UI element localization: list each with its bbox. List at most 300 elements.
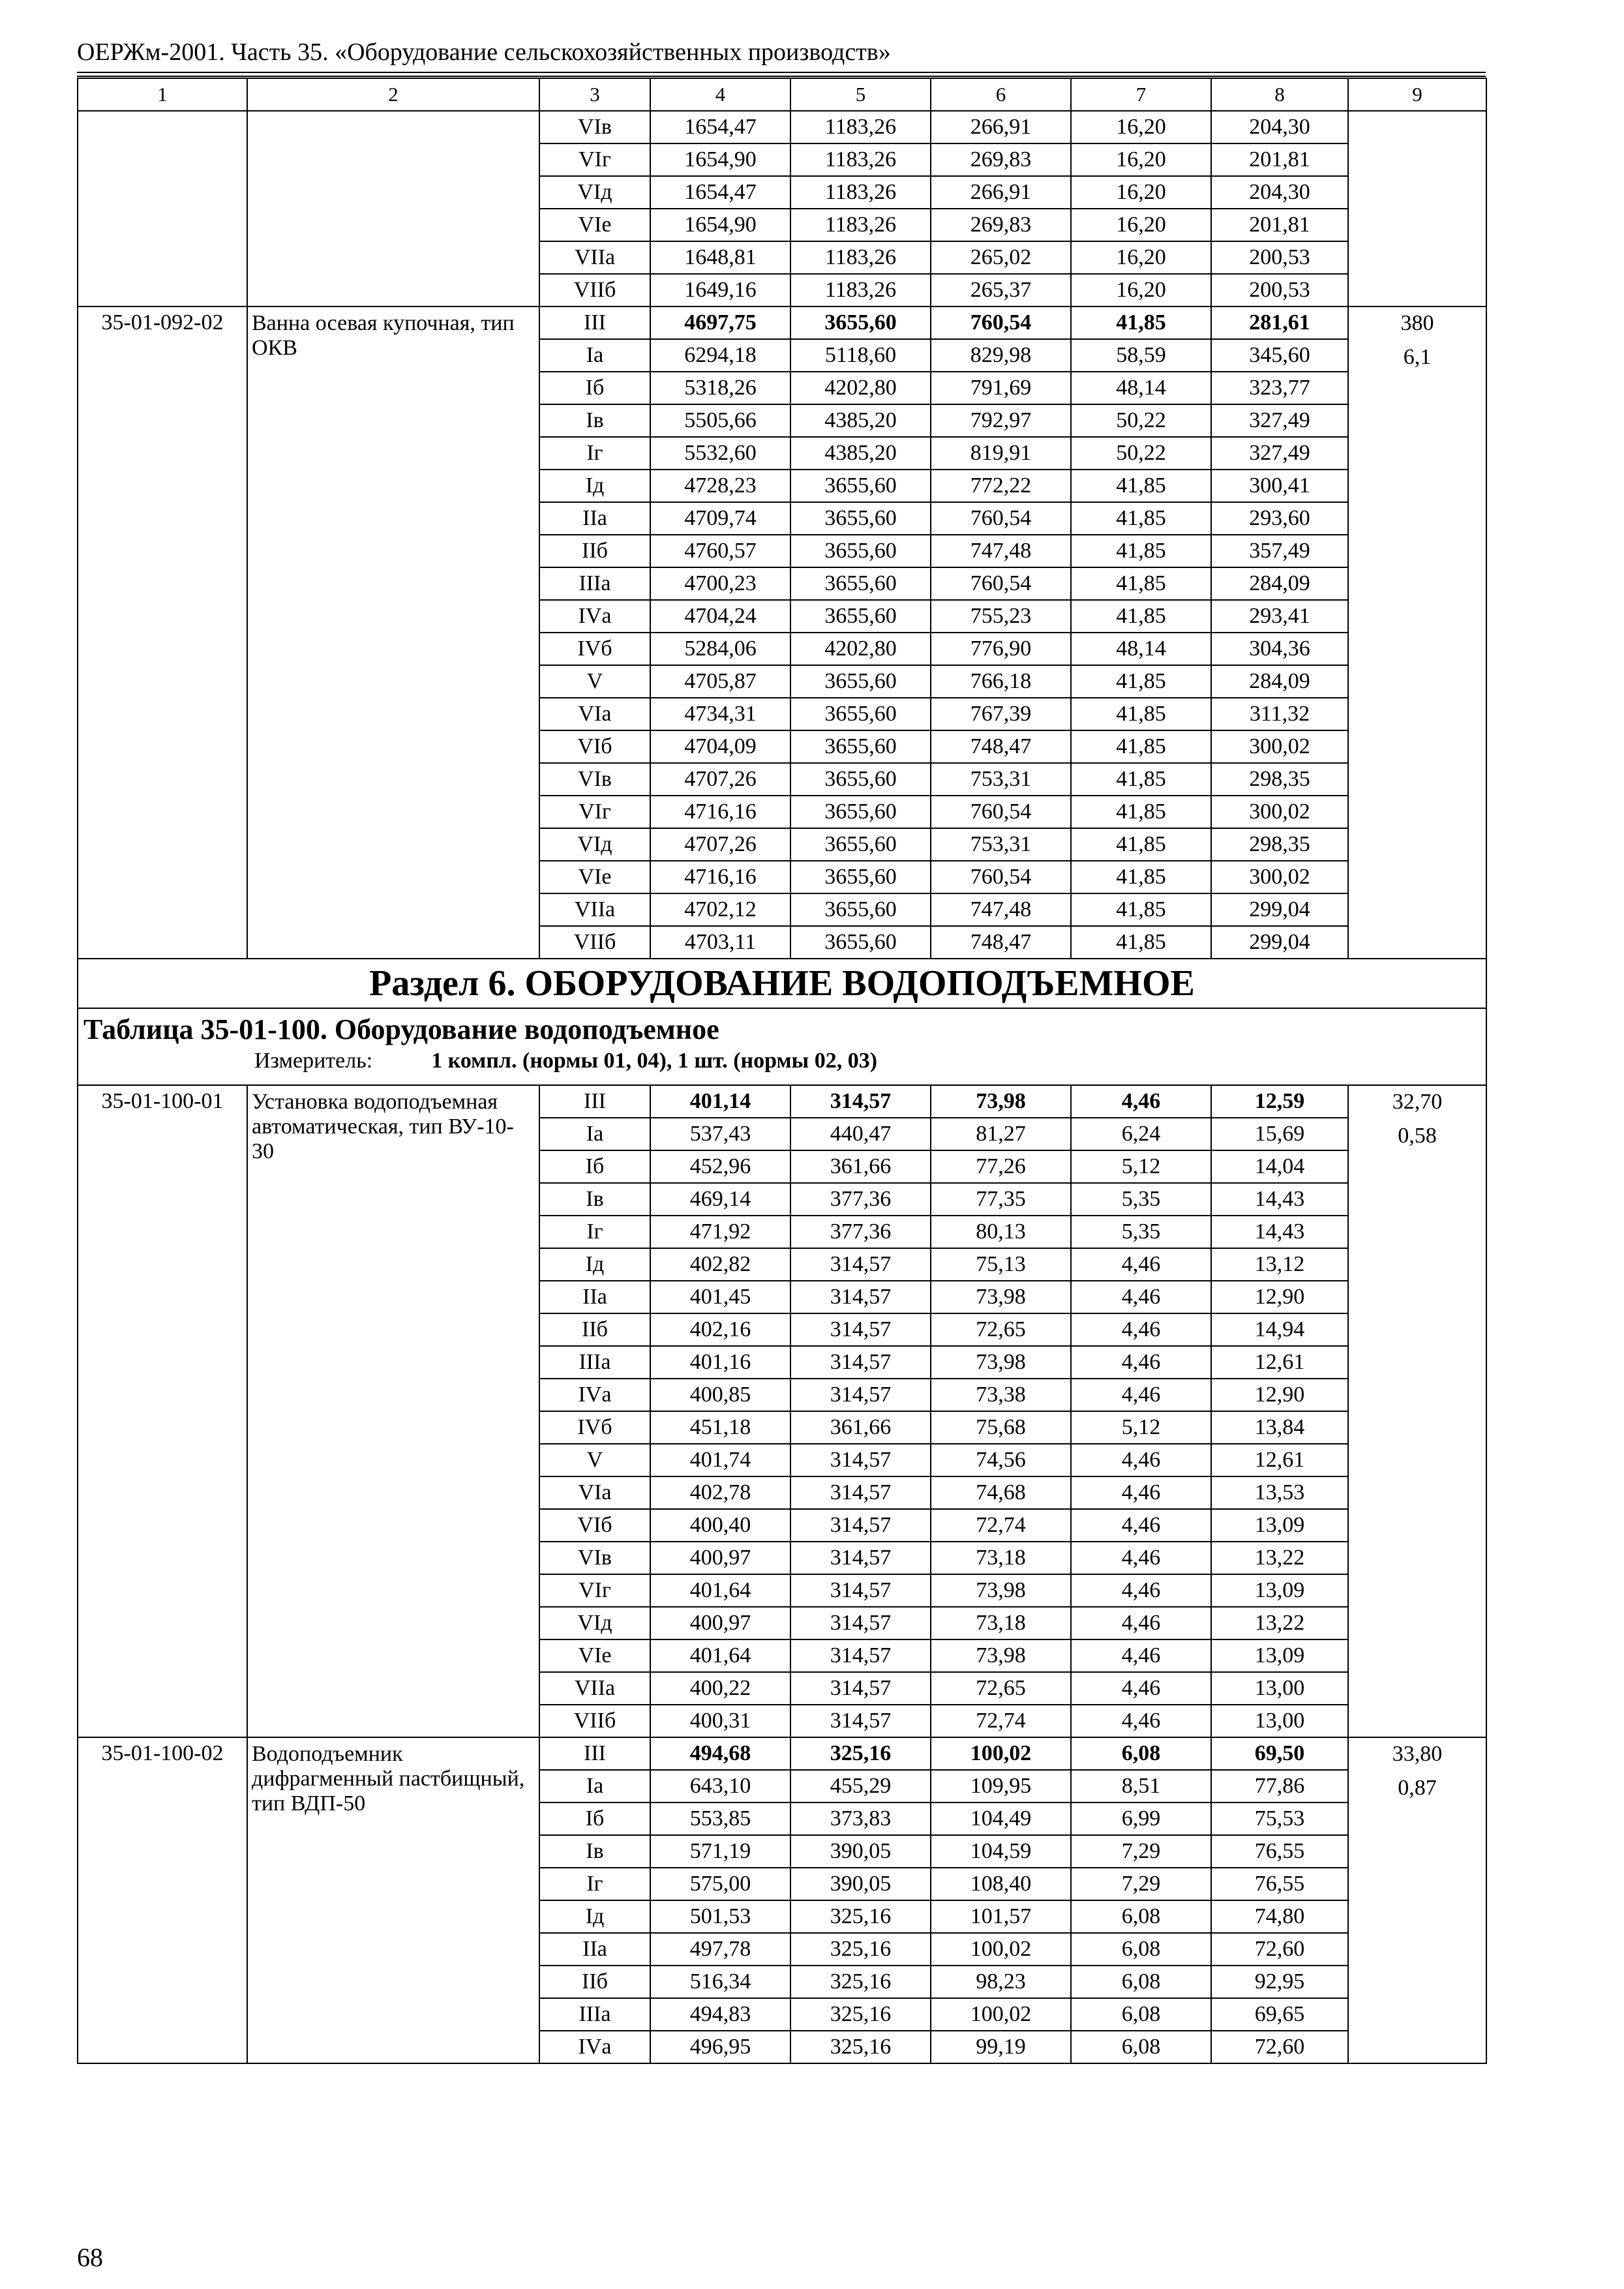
zone-cell: IIб (539, 535, 650, 567)
value-cell: 772,22 (931, 470, 1071, 502)
value-cell: 72,65 (931, 1672, 1071, 1705)
value-cell: 3655,60 (790, 470, 931, 502)
value-cell: 314,57 (790, 1574, 931, 1607)
value-cell: 4,46 (1071, 1607, 1211, 1639)
table-row (78, 307, 1486, 339)
value-cell: 377,36 (790, 1216, 931, 1248)
value-cell: 401,64 (650, 1574, 790, 1607)
value-cell: 74,68 (931, 1476, 1071, 1509)
value-cell: 80,13 (931, 1216, 1071, 1248)
value-cell: 4,46 (1071, 1574, 1211, 1607)
zone-cell: Iд (539, 470, 650, 502)
value-cell: 3655,60 (790, 502, 931, 535)
value-cell: 471,92 (650, 1216, 790, 1248)
value-cell: 100,02 (931, 1998, 1071, 2031)
value-cell: 314,57 (790, 1542, 931, 1574)
value-cell: 41,85 (1071, 796, 1211, 828)
value-cell: 16,20 (1071, 274, 1211, 307)
value-cell: 298,35 (1211, 828, 1348, 861)
value-cell: 16,20 (1071, 241, 1211, 274)
value-cell: 792,97 (931, 404, 1071, 437)
value-cell: 6,99 (1071, 1803, 1211, 1835)
value-cell: 361,66 (790, 1411, 931, 1444)
zone-cell: IIа (539, 1281, 650, 1313)
value-cell: 4,46 (1071, 1379, 1211, 1411)
value-cell: 284,09 (1211, 665, 1348, 698)
value-cell: 760,54 (931, 796, 1071, 828)
value-cell: 299,04 (1211, 893, 1348, 926)
value-cell: 72,74 (931, 1509, 1071, 1542)
value-cell: 4697,75 (650, 307, 790, 339)
zone-cell: VIг (539, 796, 650, 828)
zone-cell: VIе (539, 209, 650, 241)
value-cell: 6,08 (1071, 1998, 1211, 2031)
value-cell: 4707,26 (650, 828, 790, 861)
value-cell: 104,59 (931, 1835, 1071, 1868)
norm-code (78, 111, 247, 307)
value-cell: 791,69 (931, 372, 1071, 404)
zone-cell: VIIб (539, 274, 650, 307)
value-cell: 99,19 (931, 2031, 1071, 2063)
value-cell: 494,83 (650, 1998, 790, 2031)
value-cell: 6,08 (1071, 2031, 1211, 2063)
value-cell: 760,54 (931, 567, 1071, 600)
value-cell: 73,98 (931, 1085, 1071, 1118)
zone-cell: VIе (539, 861, 650, 893)
zone-cell: V (539, 1444, 650, 1476)
resource-value: 0,58 (1398, 1124, 1437, 1148)
resource-cell (1348, 307, 1486, 959)
value-cell: 101,57 (931, 1900, 1071, 1933)
value-cell: 201,81 (1211, 143, 1348, 176)
value-cell: 748,47 (931, 926, 1071, 959)
value-cell: 4,46 (1071, 1639, 1211, 1672)
value-cell: 314,57 (790, 1509, 931, 1542)
value-cell: 4,46 (1071, 1085, 1211, 1118)
value-cell: 265,37 (931, 274, 1071, 307)
zone-cell: Iб (539, 372, 650, 404)
equipment-name: Установка водоподъемная автоматическая, тип ВУ-10-30 (247, 1085, 539, 1737)
column-header: 7 (1071, 78, 1211, 111)
value-cell: 402,78 (650, 1476, 790, 1509)
value-cell: 5,12 (1071, 1150, 1211, 1183)
value-cell: 494,68 (650, 1737, 790, 1770)
value-cell: 92,95 (1211, 1966, 1348, 1998)
value-cell: 16,20 (1071, 111, 1211, 143)
value-cell: 6,08 (1071, 1966, 1211, 1998)
zone-cell: Iв (539, 1835, 650, 1868)
resource-cell (1348, 1737, 1486, 2063)
value-cell: 440,47 (790, 1118, 931, 1150)
value-cell: 16,20 (1071, 209, 1211, 241)
value-cell: 400,85 (650, 1379, 790, 1411)
value-cell: 4,46 (1071, 1248, 1211, 1281)
section-title: Раздел 6. ОБОРУДОВАНИЕ ВОДОПОДЪЕМНОЕ (78, 959, 1486, 1008)
value-cell: 643,10 (650, 1770, 790, 1803)
page-number: 68 (77, 2243, 103, 2272)
value-cell: 41,85 (1071, 828, 1211, 861)
value-cell: 304,36 (1211, 633, 1348, 665)
value-cell: 265,02 (931, 241, 1071, 274)
value-cell: 401,14 (650, 1085, 790, 1118)
value-cell: 1183,26 (790, 176, 931, 209)
value-cell: 4703,11 (650, 926, 790, 959)
table-row (78, 1085, 1486, 1118)
value-cell: 3655,60 (790, 535, 931, 567)
value-cell: 1654,90 (650, 143, 790, 176)
value-cell: 4707,26 (650, 763, 790, 796)
value-cell: 14,43 (1211, 1183, 1348, 1216)
value-cell: 571,19 (650, 1835, 790, 1868)
header-rule-top (77, 72, 1486, 73)
value-cell: 553,85 (650, 1803, 790, 1835)
value-cell: 41,85 (1071, 307, 1211, 339)
value-cell: 300,02 (1211, 861, 1348, 893)
value-cell: 13,09 (1211, 1574, 1348, 1607)
measure-line (83, 1047, 1481, 1075)
column-header: 9 (1348, 78, 1486, 111)
value-cell: 12,61 (1211, 1444, 1348, 1476)
running-header: ОЕРЖм-2001. Часть 35. «Оборудование сельскохозяйственных производств» (77, 38, 891, 66)
value-cell: 767,39 (931, 698, 1071, 730)
value-cell: 12,90 (1211, 1281, 1348, 1313)
value-cell: 266,91 (931, 111, 1071, 143)
header-rule-bottom (77, 76, 1486, 77)
value-cell: 12,61 (1211, 1346, 1348, 1379)
value-cell: 14,04 (1211, 1150, 1348, 1183)
value-cell: 5505,66 (650, 404, 790, 437)
measure-value: 1 компл. (нормы 01, 04), 1 шт. (нормы 02, 03) (431, 1049, 878, 1073)
zone-cell: Iб (539, 1150, 650, 1183)
value-cell: 5284,06 (650, 633, 790, 665)
column-header: 3 (539, 78, 650, 111)
zone-cell: Iб (539, 1803, 650, 1835)
value-cell: 760,54 (931, 861, 1071, 893)
value-cell: 13,22 (1211, 1542, 1348, 1574)
value-cell: 401,64 (650, 1639, 790, 1672)
value-cell: 293,41 (1211, 600, 1348, 633)
value-cell: 13,09 (1211, 1509, 1348, 1542)
value-cell: 6,08 (1071, 1737, 1211, 1770)
value-cell: 13,84 (1211, 1411, 1348, 1444)
value-cell: 73,18 (931, 1542, 1071, 1574)
value-cell: 755,23 (931, 600, 1071, 633)
value-cell: 1654,47 (650, 176, 790, 209)
value-cell: 73,38 (931, 1379, 1071, 1411)
value-cell: 41,85 (1071, 567, 1211, 600)
value-cell: 41,85 (1071, 535, 1211, 567)
value-cell: 819,91 (931, 437, 1071, 470)
value-cell: 377,36 (790, 1183, 931, 1216)
value-cell: 400,40 (650, 1509, 790, 1542)
value-cell: 73,98 (931, 1639, 1071, 1672)
value-cell: 15,69 (1211, 1118, 1348, 1150)
zone-cell: VIв (539, 763, 650, 796)
value-cell: 75,53 (1211, 1803, 1348, 1835)
zone-cell: Iг (539, 1868, 650, 1900)
measure-label: Измеритель: (254, 1049, 373, 1073)
value-cell: 5118,60 (790, 339, 931, 372)
zone-cell: VIIа (539, 241, 650, 274)
value-cell: 747,48 (931, 893, 1071, 926)
zone-cell: IIб (539, 1313, 650, 1346)
value-cell: 72,65 (931, 1313, 1071, 1346)
value-cell: 6,08 (1071, 1933, 1211, 1966)
value-cell: 390,05 (790, 1835, 931, 1868)
value-cell: 537,43 (650, 1118, 790, 1150)
value-cell: 373,83 (790, 1803, 931, 1835)
value-cell: 3655,60 (790, 567, 931, 600)
value-cell: 41,85 (1071, 470, 1211, 502)
value-cell: 13,22 (1211, 1607, 1348, 1639)
value-cell: 3655,60 (790, 828, 931, 861)
zone-cell: IVб (539, 1411, 650, 1444)
value-cell: 4385,20 (790, 404, 931, 437)
zone-cell: VIа (539, 698, 650, 730)
value-cell: 402,16 (650, 1313, 790, 1346)
zone-cell: Iг (539, 1216, 650, 1248)
value-cell: 829,98 (931, 339, 1071, 372)
value-cell: 4705,87 (650, 665, 790, 698)
value-cell: 451,18 (650, 1411, 790, 1444)
value-cell: 314,57 (790, 1607, 931, 1639)
zone-cell: IIIа (539, 567, 650, 600)
value-cell: 76,55 (1211, 1835, 1348, 1868)
value-cell: 753,31 (931, 828, 1071, 861)
value-cell: 204,30 (1211, 176, 1348, 209)
value-cell: 269,83 (931, 209, 1071, 241)
value-cell: 325,16 (790, 1933, 931, 1966)
value-cell: 13,00 (1211, 1705, 1348, 1737)
zone-cell: VIа (539, 1476, 650, 1509)
zone-cell: V (539, 665, 650, 698)
value-cell: 41,85 (1071, 698, 1211, 730)
value-cell: 284,09 (1211, 567, 1348, 600)
value-cell: 4716,16 (650, 861, 790, 893)
column-header: 8 (1211, 78, 1348, 111)
value-cell: 314,57 (790, 1705, 931, 1737)
zone-cell: Iд (539, 1248, 650, 1281)
value-cell: 314,57 (790, 1379, 931, 1411)
value-cell: 299,04 (1211, 926, 1348, 959)
zone-cell: Iа (539, 339, 650, 372)
zone-cell: VIд (539, 1607, 650, 1639)
value-cell: 314,57 (790, 1672, 931, 1705)
value-cell: 776,90 (931, 633, 1071, 665)
zone-cell: IIIа (539, 1998, 650, 2031)
value-cell: 323,77 (1211, 372, 1348, 404)
value-cell: 14,43 (1211, 1216, 1348, 1248)
value-cell: 314,57 (790, 1444, 931, 1476)
value-cell: 390,05 (790, 1868, 931, 1900)
value-cell: 6,24 (1071, 1118, 1211, 1150)
zone-cell: IIа (539, 502, 650, 535)
value-cell: 1183,26 (790, 111, 931, 143)
resource-value: 380 (1400, 311, 1434, 335)
column-header: 5 (790, 78, 931, 111)
value-cell: 12,59 (1211, 1085, 1348, 1118)
value-cell: 58,59 (1071, 339, 1211, 372)
value-cell: 496,95 (650, 2031, 790, 2063)
value-cell: 41,85 (1071, 763, 1211, 796)
value-cell: 1654,90 (650, 209, 790, 241)
value-cell: 325,16 (790, 1966, 931, 1998)
value-cell: 69,50 (1211, 1737, 1348, 1770)
value-cell: 4,46 (1071, 1476, 1211, 1509)
value-cell: 41,85 (1071, 600, 1211, 633)
column-number-row (78, 78, 1486, 111)
value-cell: 298,35 (1211, 763, 1348, 796)
value-cell: 327,49 (1211, 437, 1348, 470)
value-cell: 357,49 (1211, 535, 1348, 567)
value-cell: 200,53 (1211, 241, 1348, 274)
resource-cell (1348, 111, 1486, 307)
value-cell: 361,66 (790, 1150, 931, 1183)
value-cell: 74,56 (931, 1444, 1071, 1476)
value-cell: 452,96 (650, 1150, 790, 1183)
value-cell: 13,53 (1211, 1476, 1348, 1509)
value-cell: 325,16 (790, 2031, 931, 2063)
value-cell: 6294,18 (650, 339, 790, 372)
value-cell: 3655,60 (790, 893, 931, 926)
column-header: 2 (247, 78, 539, 111)
zone-cell: VIIб (539, 926, 650, 959)
value-cell: 766,18 (931, 665, 1071, 698)
value-cell: 3655,60 (790, 796, 931, 828)
value-cell: 204,30 (1211, 111, 1348, 143)
value-cell: 73,98 (931, 1346, 1071, 1379)
value-cell: 48,14 (1071, 633, 1211, 665)
value-cell: 314,57 (790, 1476, 931, 1509)
value-cell: 12,90 (1211, 1379, 1348, 1411)
value-cell: 281,61 (1211, 307, 1348, 339)
value-cell: 4202,80 (790, 633, 931, 665)
section-row (78, 959, 1486, 1008)
value-cell: 41,85 (1071, 861, 1211, 893)
zone-cell: VIг (539, 143, 650, 176)
value-cell: 4,46 (1071, 1346, 1211, 1379)
value-cell: 5,12 (1071, 1411, 1211, 1444)
value-cell: 401,74 (650, 1444, 790, 1476)
value-cell: 4728,23 (650, 470, 790, 502)
value-cell: 3655,60 (790, 698, 931, 730)
resource-value: 33,80 (1392, 1742, 1443, 1766)
table-title-cell (78, 1008, 1486, 1085)
value-cell: 4709,74 (650, 502, 790, 535)
value-cell: 1183,26 (790, 241, 931, 274)
value-cell: 314,57 (790, 1281, 931, 1313)
value-cell: 4385,20 (790, 437, 931, 470)
value-cell: 300,02 (1211, 796, 1348, 828)
value-cell: 4,46 (1071, 1509, 1211, 1542)
value-cell: 269,83 (931, 143, 1071, 176)
zone-cell: VIIа (539, 893, 650, 926)
zone-cell: VIIб (539, 1705, 650, 1737)
value-cell: 3655,60 (790, 730, 931, 763)
zone-cell: VIд (539, 176, 650, 209)
zone-cell: Iд (539, 1900, 650, 1933)
value-cell: 345,60 (1211, 339, 1348, 372)
value-cell: 314,57 (790, 1248, 931, 1281)
value-cell: 293,60 (1211, 502, 1348, 535)
value-cell: 8,51 (1071, 1770, 1211, 1803)
value-cell: 81,27 (931, 1118, 1071, 1150)
resource-cell (1348, 1085, 1486, 1737)
value-cell: 50,22 (1071, 437, 1211, 470)
value-cell: 311,32 (1211, 698, 1348, 730)
equipment-name: Водоподъемник дифрагменный пастбищный, тип ВДП-50 (247, 1737, 539, 2063)
value-cell: 73,98 (931, 1281, 1071, 1313)
value-cell: 314,57 (790, 1346, 931, 1379)
value-cell: 108,40 (931, 1868, 1071, 1900)
value-cell: 16,20 (1071, 176, 1211, 209)
norm-code: 35-01-092-02 (78, 307, 247, 959)
zone-cell: IVб (539, 633, 650, 665)
value-cell: 760,54 (931, 502, 1071, 535)
value-cell: 4700,23 (650, 567, 790, 600)
value-cell: 74,80 (1211, 1900, 1348, 1933)
value-cell: 16,20 (1071, 143, 1211, 176)
value-cell: 3655,60 (790, 307, 931, 339)
value-cell: 98,23 (931, 1966, 1071, 1998)
norms-table (77, 78, 1487, 2064)
value-cell: 75,13 (931, 1248, 1071, 1281)
resource-value: 32,70 (1392, 1090, 1443, 1114)
value-cell: 4,46 (1071, 1672, 1211, 1705)
value-cell: 109,95 (931, 1770, 1071, 1803)
value-cell: 5,35 (1071, 1216, 1211, 1248)
zone-cell: VIIа (539, 1672, 650, 1705)
value-cell: 760,54 (931, 307, 1071, 339)
value-cell: 747,48 (931, 535, 1071, 567)
value-cell: 748,47 (931, 730, 1071, 763)
value-cell: 41,85 (1071, 893, 1211, 926)
value-cell: 41,85 (1071, 665, 1211, 698)
value-cell: 48,14 (1071, 372, 1211, 404)
value-cell: 3655,60 (790, 600, 931, 633)
zone-cell: IIа (539, 1933, 650, 1966)
value-cell: 4202,80 (790, 372, 931, 404)
column-header: 4 (650, 78, 790, 111)
value-cell: 400,97 (650, 1607, 790, 1639)
value-cell: 4760,57 (650, 535, 790, 567)
value-cell: 4,46 (1071, 1313, 1211, 1346)
zone-cell: IVа (539, 1379, 650, 1411)
value-cell: 4702,12 (650, 893, 790, 926)
zone-cell: IVа (539, 600, 650, 633)
value-cell: 455,29 (790, 1770, 931, 1803)
zone-cell: Iа (539, 1118, 650, 1150)
value-cell: 100,02 (931, 1933, 1071, 1966)
value-cell: 3655,60 (790, 665, 931, 698)
value-cell: 41,85 (1071, 502, 1211, 535)
value-cell: 327,49 (1211, 404, 1348, 437)
table-title-row (78, 1008, 1486, 1085)
value-cell: 402,82 (650, 1248, 790, 1281)
value-cell: 5318,26 (650, 372, 790, 404)
value-cell: 1654,47 (650, 111, 790, 143)
zone-cell: Iа (539, 1770, 650, 1803)
value-cell: 76,55 (1211, 1868, 1348, 1900)
table-body (78, 78, 1486, 2063)
value-cell: 1183,26 (790, 209, 931, 241)
equipment-name (247, 111, 539, 307)
value-cell: 73,98 (931, 1574, 1071, 1607)
zone-cell: VIб (539, 730, 650, 763)
zone-cell: Iв (539, 404, 650, 437)
zone-cell: III (539, 1737, 650, 1770)
table-row (78, 111, 1486, 143)
